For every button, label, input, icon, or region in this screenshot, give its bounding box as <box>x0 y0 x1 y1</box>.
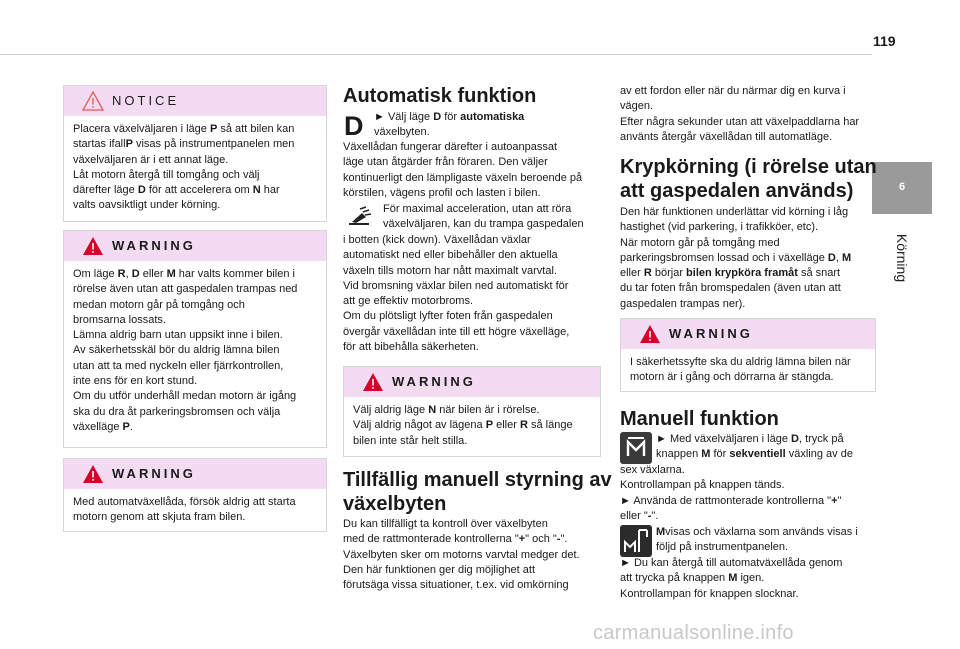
text-line: motorn är i gång och dörrarna är stängda. <box>630 371 834 384</box>
auto-d-text <box>374 110 524 141</box>
text-line: inte ens för en kort stund. <box>73 375 198 388</box>
text-line: kontinuerligt den lämpligaste växeln beroende på <box>343 171 583 184</box>
text-line: av ett fordon eller när du närmar dig en kurva i <box>620 85 846 97</box>
auto-text-a <box>343 140 582 201</box>
text-line: utan att ta med nyckeln eller fjärrkontrollen, <box>73 359 284 372</box>
header-rule <box>0 54 872 55</box>
text-line: sex växlarna. <box>620 464 685 476</box>
text-line: Växelbyten sker om motorns varvtal medger det. <box>343 548 580 561</box>
text-line: startas ifallP visas på instrumentpanelen men <box>73 138 295 151</box>
manual-text-a <box>620 463 841 524</box>
text-line: I säkerhetssyfte ska du aldrig lämna bilen när <box>630 356 851 368</box>
temp-heading <box>343 468 612 516</box>
text-line: läge utan åtgärder från föraren. Den väljer <box>343 156 548 169</box>
text-line: växelläge P. <box>73 420 133 433</box>
text-line: ► Med växelväljaren i läge D, tryck på <box>656 433 844 445</box>
warning-title-4: WARNING <box>669 326 753 341</box>
text-line: körstilen, vägens profil och lasten i bilen. <box>343 186 541 199</box>
text-line: Kontrollampan för knappen slocknar. <box>620 587 799 600</box>
warning-icon <box>82 236 104 256</box>
text-line: gaspedalen trampas ner). <box>620 297 746 310</box>
text-line: Den här funktionen underlättar vid körning i låg <box>620 206 849 218</box>
warning-box-2 <box>63 458 327 532</box>
warning-text-1 <box>64 261 326 441</box>
text-line: eller R börjar bilen krypköra framåt så snart <box>620 267 841 280</box>
text-line: Vid bromsning växlar bilen ned automatiskt för <box>343 279 569 292</box>
warning-text-4 <box>621 349 875 392</box>
temp-heading-line-1: Tillfällig manuell styrning av <box>343 469 612 491</box>
text-line: i botten (kick down). Växellådan växlar <box>343 234 531 246</box>
warning-box-1 <box>63 230 327 448</box>
creep-heading-line-2: att gaspedalen används) <box>620 180 854 202</box>
manual-m-display-text <box>656 525 858 556</box>
text-line: växelbyten. <box>374 126 430 139</box>
col3-top-text <box>620 84 859 145</box>
notice-header <box>64 86 326 116</box>
text-line: eller "-". <box>620 509 659 522</box>
text-line: Låt motorn återgå till tomgång och välj <box>73 168 260 181</box>
text-line: valts oavsiktligt under körning. <box>73 199 221 212</box>
creep-heading-line-1: Krypkörning (i rörelse utan <box>620 156 877 178</box>
text-line: använts återgår växellådan till automatläge. <box>620 130 833 143</box>
text-line: Kontrollampan på knappen tänds. <box>620 479 785 492</box>
manual-text-b <box>620 556 842 602</box>
text-line: ska du dra åt parkeringsbromsen och välja <box>73 405 281 418</box>
text-line: växelväljaren, kan du trampa gaspedalen <box>383 218 584 231</box>
text-line: medan motorn går på tomgång och <box>73 298 245 311</box>
text-line: Av säkerhetsskäl bör du aldrig lämna bilen <box>73 344 280 357</box>
warning-icon <box>639 324 661 344</box>
text-line: därefter läge D för att accelerera om N har <box>73 184 280 197</box>
notice-title: NOTICE <box>112 93 180 108</box>
text-line: Mvisas och växlarna som används visas i <box>656 526 858 538</box>
text-line: ► Välj läge D för automatiska <box>374 111 525 123</box>
temp-text <box>343 517 580 593</box>
notice-text <box>64 116 326 220</box>
auto-heading: Automatisk funktion <box>343 85 537 107</box>
text-line: rörelse även utan att gaspedalen trampas ned <box>73 283 298 296</box>
manual-heading: Manuell funktion <box>620 408 779 430</box>
warning-text-2 <box>64 489 326 532</box>
warning-header-2 <box>64 459 326 489</box>
temp-heading-line-2: växelbyten <box>343 493 447 515</box>
warning-header-1 <box>64 231 326 261</box>
m-display-icon <box>620 525 652 557</box>
m-button-icon <box>620 432 652 464</box>
warning-text-3 <box>344 397 600 455</box>
text-line: För maximal acceleration, utan att röra <box>383 203 572 215</box>
text-line: Den här funktionen ger dig möjlighet att <box>343 563 536 576</box>
warning-title-1: WARNING <box>112 238 196 253</box>
warning-box-4 <box>620 318 876 392</box>
notice-icon <box>82 91 104 111</box>
text-line: följd på instrumentpanelen. <box>656 541 789 554</box>
d-mode-icon: D <box>344 111 364 141</box>
text-line: motorn genom att skjuta fram bilen. <box>73 511 246 524</box>
text-line: med de rattmonterade kontrollerna "+" och "-". <box>343 533 568 546</box>
warning-title-3: WARNING <box>392 374 476 389</box>
warning-icon <box>82 464 104 484</box>
warning-icon <box>362 372 384 392</box>
text-line: Du kan tillfälligt ta kontroll över växelbyten <box>343 518 548 530</box>
text-line: hastighet (vid parkering, i trafikköer, etc). <box>620 221 819 234</box>
manual-m-text <box>656 432 853 463</box>
warning-header-4 <box>621 319 875 349</box>
text-line: växeln tills motorn har nått maximalt varvtal. <box>343 264 557 277</box>
creep-heading <box>620 155 877 203</box>
text-line: Om du utför underhåll medan motorn är igång <box>73 390 297 403</box>
warning-title-2: WARNING <box>112 466 196 481</box>
text-line: Placera växelväljaren i läge P så att bilen kan <box>73 123 295 135</box>
text-line: Om läge R, D eller M har valts kommer bilen i <box>73 268 295 280</box>
text-line: Växellådan fungerar därefter i autoanpassat <box>343 141 558 153</box>
text-line: att ge effektiv motorbroms. <box>343 295 474 308</box>
text-line: ► Du kan återgå till automatväxellåda genom <box>620 557 843 569</box>
text-line: automatiskt ned eller bibehåller den aktuella <box>343 249 558 262</box>
auto-text-b <box>343 233 569 355</box>
text-line: När motorn går på tomgång med <box>620 236 780 249</box>
text-line: övergår växellådan inte till ett högre växelläge, <box>343 325 570 338</box>
text-line: att trycka på knappen M igen. <box>620 572 765 585</box>
kickdown-icon <box>346 205 372 227</box>
text-line: knappen M för sekventiell växling av de <box>656 448 853 461</box>
text-line: förutsäga vissa situationer, t.ex. vid omkörning <box>343 579 569 592</box>
watermark: carmanualsonline.info <box>593 622 794 644</box>
kickdown-text <box>383 202 584 233</box>
text-line: bromsarna lossats. <box>73 313 166 326</box>
notice-box <box>63 85 327 222</box>
text-line: Efter några sekunder utan att växelpaddlarna har <box>620 115 860 128</box>
warning-header-3 <box>344 367 600 397</box>
text-line: parkeringsbromsen lossad och i växelläge D, M <box>620 251 852 264</box>
warning-box-3 <box>343 366 601 457</box>
text-line: Välj aldrig läge N när bilen är i rörelse. <box>353 404 540 416</box>
text-line: växelväljaren är i ett annat läge. <box>73 153 229 166</box>
text-line: Välj aldrig något av lägena P eller R så länge <box>353 419 573 432</box>
text-line: vägen. <box>620 100 654 113</box>
page-number: 119 <box>873 33 896 49</box>
text-line: Lämna aldrig barn utan uppsikt inne i bilen. <box>73 329 283 342</box>
text-line: Med automatväxellåda, försök aldrig att starta <box>73 496 296 508</box>
text-line: för att bibehålla säkerheten. <box>343 341 479 354</box>
chapter-tab[interactable]: 6 <box>872 162 932 214</box>
text-line: Om du plötsligt lyfter foten från gaspedalen <box>343 310 553 323</box>
creep-text <box>620 205 851 312</box>
text-line: bilen inte står helt stilla. <box>353 434 468 447</box>
text-line: ► Använda de rattmonterade kontrollerna "+" <box>620 494 842 507</box>
chapter-title: Körning <box>894 233 910 283</box>
text-line: du tar foten från bromspedalen (även utan att <box>620 282 841 295</box>
